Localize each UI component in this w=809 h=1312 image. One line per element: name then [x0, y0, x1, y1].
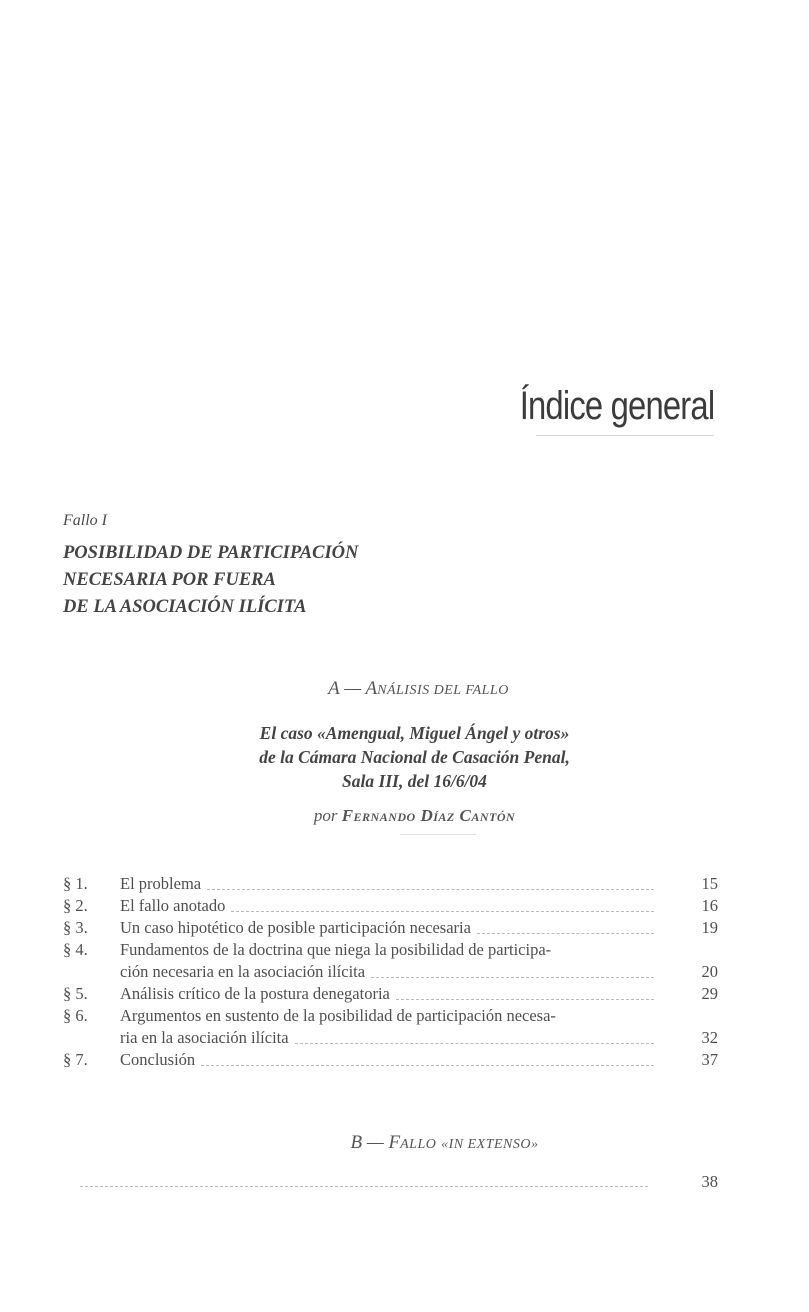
fallo-title: [63, 540, 358, 621]
section-a-heading: [0, 678, 809, 700]
toc-entry-fallo-in-extenso[interactable]: [80, 1170, 718, 1192]
toc-text: Un caso hipotético de posible participación necesaria: [120, 918, 471, 937]
section-letter: A: [328, 678, 340, 699]
fallo-block: [63, 512, 358, 621]
toc-page-number: 37: [701, 1050, 718, 1069]
author-name: Fernando Díaz Cantón: [341, 806, 516, 825]
dot-leader: [477, 933, 654, 934]
toc-text: ria en la asociación ilícita: [120, 1028, 289, 1047]
fallo-label: Fallo I: [63, 512, 107, 529]
author-prefix: por: [313, 806, 338, 825]
case-line: El caso «Amengual, Miguel Ángel y otros»: [259, 723, 570, 743]
toc-number: § 5.: [63, 984, 88, 1003]
toc-text: El fallo anotado: [120, 896, 226, 915]
fallo-title-line: DE LA ASOCIACIÓN ILÍCITA: [63, 597, 307, 617]
dot-leader: [207, 889, 654, 890]
section-dash: —: [366, 1132, 384, 1153]
toc-number: § 7.: [63, 1050, 88, 1069]
toc-number: § 6.: [63, 1006, 88, 1025]
dot-leader: [201, 1065, 654, 1066]
section-letter: B: [350, 1132, 363, 1153]
toc-number: § 2.: [63, 896, 88, 915]
toc-page-number: 29: [701, 984, 718, 1003]
dot-leader: [295, 1043, 654, 1044]
dot-leader: [231, 911, 654, 912]
author-line: [0, 806, 809, 826]
case-line: Sala III, del 16/6/04: [342, 771, 487, 791]
page-title: Índice general: [519, 384, 714, 428]
toc-number: § 1.: [63, 874, 88, 893]
section-title-quote: «IN EXTENSO»: [441, 1137, 539, 1152]
toc-number: § 4.: [63, 940, 88, 959]
section-title-rest: NÁLISIS DEL FALLO: [377, 683, 509, 698]
toc-text: Análisis crítico de la postura denegatoria: [120, 984, 390, 1003]
toc-page-number: 20: [701, 962, 718, 981]
toc-entry-6[interactable]: [63, 1005, 718, 1049]
fallo-title-line: NECESARIA POR FUERA: [63, 570, 276, 590]
table-of-contents: [63, 873, 718, 1071]
toc-entry-2[interactable]: [63, 895, 718, 917]
dot-leader: [396, 999, 654, 1000]
author-underline: [400, 834, 476, 835]
section-title-initial: A: [365, 678, 378, 699]
toc-text: Fundamentos de la doctrina que niega la posibilidad de participa-: [120, 940, 552, 959]
toc-text: El problema: [120, 874, 202, 893]
section-b-heading: [0, 1132, 809, 1154]
toc-page-number: 15: [701, 874, 718, 893]
toc-page-number: 32: [701, 1028, 718, 1047]
toc-entry-7[interactable]: [63, 1049, 718, 1071]
toc-entry-3[interactable]: [63, 917, 718, 939]
toc-text: ción necesaria en la asociación ilícita: [120, 962, 366, 981]
toc-entry-5[interactable]: [63, 983, 718, 1005]
toc-page-number: 16: [701, 896, 718, 915]
toc-page-number: 38: [701, 1172, 718, 1191]
toc-entry-4[interactable]: [63, 939, 718, 983]
toc-text: Argumentos en sustento de la posibilidad de participación necesa-: [120, 1006, 556, 1025]
section-title-rest: ALLO: [400, 1137, 437, 1152]
case-citation: [0, 721, 809, 793]
dot-leader: [371, 977, 654, 978]
case-line: de la Cámara Nacional de Casación Penal,: [259, 747, 570, 767]
toc-number: § 3.: [63, 918, 88, 937]
section-title-initial: F: [388, 1132, 401, 1153]
title-underline: [536, 435, 714, 436]
toc-page-number: 19: [701, 918, 718, 937]
toc-text: Conclusión: [120, 1050, 196, 1069]
section-dash: —: [344, 678, 362, 699]
fallo-title-line: POSIBILIDAD DE PARTICIPACIÓN: [63, 543, 359, 563]
dot-leader: [80, 1186, 648, 1187]
toc-entry-1[interactable]: [63, 873, 718, 895]
